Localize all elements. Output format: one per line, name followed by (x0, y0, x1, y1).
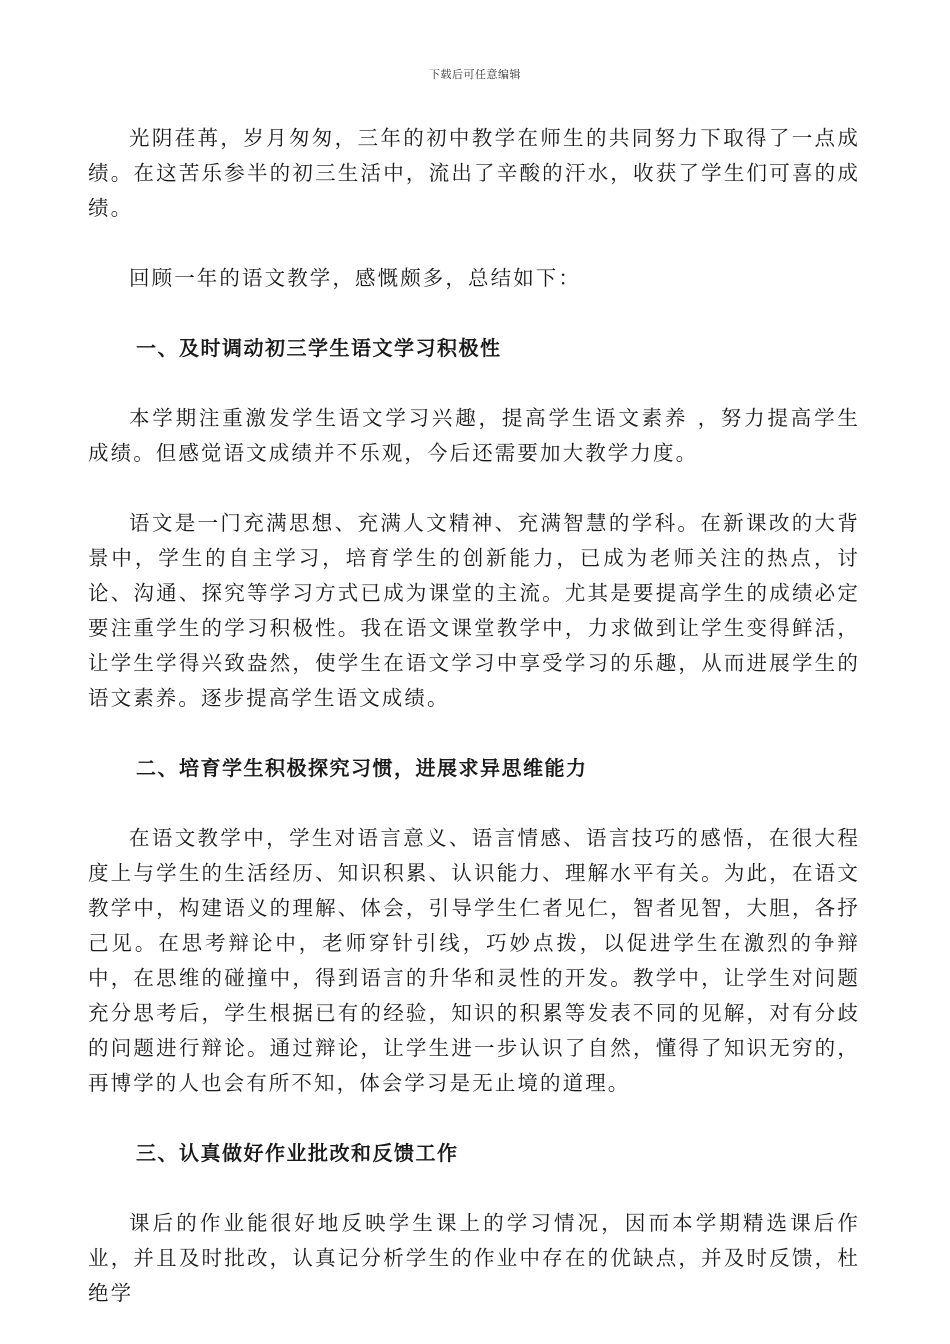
section-3-heading: 三、认真做好作业批改和反馈工作 (136, 1141, 459, 1165)
section-1-paragraph-2: 语文是一门充满思想、充满人文精神、充满智慧的学科。在新课改的大背景中，学生的自主学习，培育学生的创新能力，已成为老师关注的热点，讨论、沟通、探究等学习方式已成为课堂的主流。尤其是要提高学生的成绩必定要注重学生的学习积极性。我在语文课堂教学中，力求做到让学生变得鲜活，让学生学得兴致盎然，使学生在语文学习中享受学习的乐趣，从而进展学生的语文素养。逐步提高学生语文成绩。 (88, 511, 860, 710)
section-2-heading: 二、培育学生积极探究习惯，进展求异思维能力 (136, 756, 588, 780)
section-1-heading: 一、及时调动初三学生语文学习积极性 (136, 336, 502, 360)
section-2-paragraph-1: 在语文教学中，学生对语言意义、语言情感、语言技巧的感悟，在很大程度上与学生的生活经历、知识积累、认识能力、理解水平有关。为此，在语文教学中，构建语义的理解、体会，引导学生仁者见仁，智者见智，大胆，各抒己见。在思考辩论中，老师穿针引线，巧妙点拨，以促进学生在激烈的争辩中，在思维的碰撞中，得到语言的升华和灵性的开发。教学中，让学生对问题充分思考后，学生根据已有的经验，知识的积累等发表不同的见解，对有分歧的问题进行辩论。通过辩论，让学生进一步认识了自然，懂得了知识无穷的，再博学的人也会有所不知，体会学习是无止境的道理。 (88, 826, 860, 1095)
section-1-paragraph-1: 本学期注重激发学生语文学习兴趣，提高学生语文素养 ，努力提高学生成绩。但感觉语文成绩并不乐观，今后还需要加大教学力度。 (88, 406, 860, 465)
intro-paragraph-1: 光阴荏苒，岁月匆匆，三年的初中教学在师生的共同努力下取得了一点成绩。在这苦乐参半的初三生活中，流出了辛酸的汗水，收获了学生们可喜的成绩。 (88, 126, 860, 220)
document-body (88, 121, 860, 1311)
page-header-note: 下载后可任意编辑 (429, 68, 521, 81)
section-3-paragraph-1: 课后的作业能很好地反映学生课上的学习情况，因而本学期精选课后作业，并且及时批改，认真记分析学生的作业中存在的优缺点，并及时反馈，杜绝学 (88, 1211, 860, 1305)
intro-paragraph-2: 回顾一年的语文教学，感慨颇多，总结如下： (129, 266, 581, 290)
